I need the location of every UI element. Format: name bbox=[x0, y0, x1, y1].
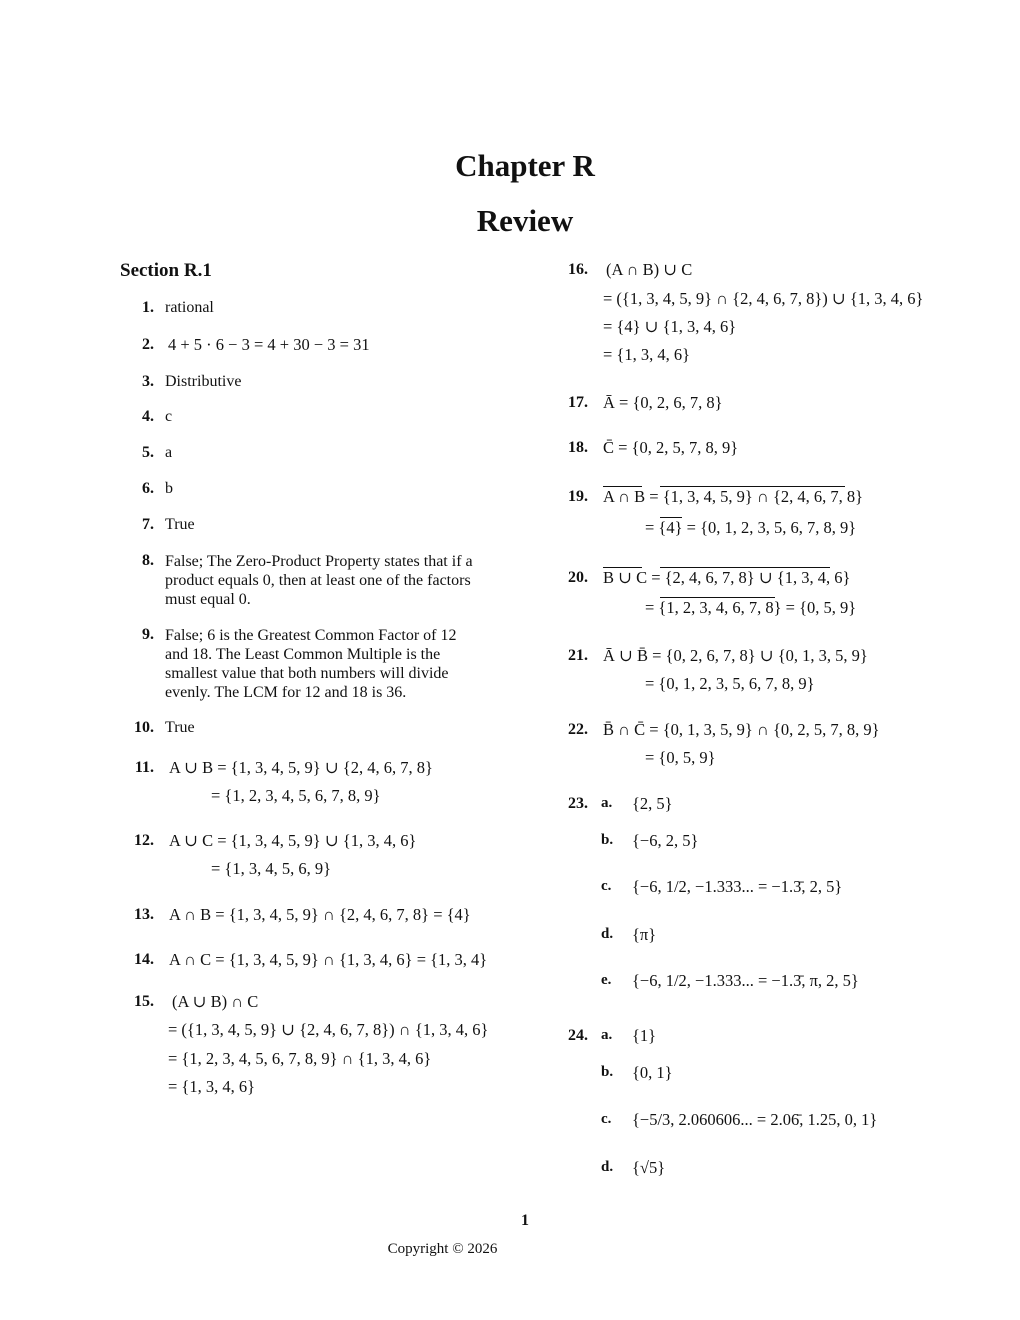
answer-part-d: {π} bbox=[632, 925, 657, 944]
answer-line-2: = {0, 1, 2, 3, 5, 6, 7, 8, 9} bbox=[645, 674, 815, 693]
part-label-c: c. bbox=[601, 878, 612, 894]
exercise-number: 13. bbox=[134, 906, 154, 923]
answer-line-2: = {1, 2, 3, 4, 5, 6, 7, 8, 9} bbox=[211, 786, 381, 805]
answer-part-d: {√5} bbox=[632, 1158, 666, 1177]
answer-line-4: = {1, 3, 4, 6} bbox=[168, 1077, 256, 1096]
complement-bar bbox=[660, 486, 845, 487]
answer-text: a bbox=[165, 444, 173, 461]
answer-math: A ∩ B = {1, 3, 4, 5, 9} ∩ {2, 4, 6, 7, 8} = {4} bbox=[169, 905, 471, 924]
answer-text: b bbox=[165, 480, 173, 497]
exercise-number: 19. bbox=[568, 488, 588, 505]
part-label-d: d. bbox=[601, 926, 614, 942]
answer-math: A ∩ C = {1, 3, 4, 5, 9} ∩ {1, 3, 4, 6} = {1, 3, 4} bbox=[169, 950, 488, 969]
exercise-number: 24. bbox=[568, 1027, 588, 1044]
exercise-number: 18. bbox=[568, 439, 588, 456]
exercise-number: 23. bbox=[568, 795, 588, 812]
page-number: 1 bbox=[521, 1212, 529, 1229]
exercise-number: 1. bbox=[142, 299, 154, 316]
part-label-c: c. bbox=[601, 1111, 612, 1127]
exercise-number: 10. bbox=[134, 719, 154, 736]
answer-math: C̄ = {0, 2, 5, 7, 8, 9} bbox=[603, 438, 739, 457]
answer-text: c bbox=[165, 408, 173, 425]
answer-line-2: = ({1, 3, 4, 5, 9} ∪ {2, 4, 6, 7, 8}) ∩ {1, 3, 4, 6} bbox=[168, 1020, 489, 1039]
answer-text: rational bbox=[165, 299, 214, 316]
part-label-e: e. bbox=[601, 972, 612, 988]
chapter-title: Chapter R bbox=[455, 148, 595, 183]
answer-part-a: {2, 5} bbox=[632, 794, 673, 813]
exercise-number: 7. bbox=[142, 516, 154, 533]
exercise-number: 20. bbox=[568, 569, 588, 586]
complement-bar bbox=[660, 567, 830, 568]
answer-text: True bbox=[165, 719, 195, 736]
exercise-number: 9. bbox=[142, 626, 154, 643]
exercise-number: 17. bbox=[568, 394, 588, 411]
exercise-number: 4. bbox=[142, 408, 154, 425]
exercise-number: 21. bbox=[568, 647, 588, 664]
part-label-b: b. bbox=[601, 1064, 614, 1080]
answer-math: Ā = {0, 2, 6, 7, 8} bbox=[603, 393, 723, 412]
answer-part-b: {−6, 2, 5} bbox=[632, 831, 699, 850]
chapter-subtitle: Review bbox=[476, 203, 574, 238]
exercise-number: 3. bbox=[142, 373, 154, 390]
exercise-number: 15. bbox=[134, 993, 154, 1010]
answer-part-a: {1} bbox=[632, 1026, 657, 1045]
answer-line-1: A ∪ B = {1, 3, 4, 5, 9} ∪ {2, 4, 6, 7, 8} bbox=[169, 758, 433, 777]
answer-part-c: {−5/3, 2.060606... = 2.06̄, 1.25, 0, 1} bbox=[632, 1110, 878, 1129]
answer-line-1: (A ∪ B) ∩ C bbox=[172, 992, 259, 1011]
answer-text: Distributive bbox=[165, 373, 242, 390]
answer-text: True bbox=[165, 516, 195, 533]
answer-line-2: = {1, 3, 4, 5, 6, 9} bbox=[211, 859, 332, 878]
exercise-number: 6. bbox=[142, 480, 154, 497]
complement-bar bbox=[603, 486, 642, 487]
part-label-a: a. bbox=[601, 1027, 613, 1043]
answer-line-1: A ∩ B = {1, 3, 4, 5, 9} ∩ {2, 4, 6, 7, 8} bbox=[603, 487, 864, 506]
answer-math: 4 + 5 · 6 − 3 = 4 + 30 − 3 = 31 bbox=[168, 335, 370, 354]
section-heading: Section R.1 bbox=[120, 260, 212, 281]
answer-line-1: B ∪ C = {2, 4, 6, 7, 8} ∪ {1, 3, 4, 6} bbox=[603, 568, 851, 587]
answer-line-1: Ā ∪ B̄ = {0, 2, 6, 7, 8} ∪ {0, 1, 3, 5, 9} bbox=[603, 646, 868, 665]
exercise-number: 8. bbox=[142, 552, 154, 569]
complement-bar bbox=[660, 597, 775, 598]
answer-line-2: = {4} = {0, 1, 2, 3, 5, 6, 7, 8, 9} bbox=[645, 518, 857, 537]
answer-line-4: = {1, 3, 4, 6} bbox=[603, 345, 691, 364]
complement-bar bbox=[603, 567, 642, 568]
answer-part-e: {−6, 1/2, −1.333... = −1.3̄, π, 2, 5} bbox=[632, 971, 859, 990]
answer-part-c: {−6, 1/2, −1.333... = −1.3̄, 2, 5} bbox=[632, 877, 843, 896]
answer-line-2: = {0, 5, 9} bbox=[645, 748, 716, 767]
part-label-a: a. bbox=[601, 795, 613, 811]
exercise-number: 22. bbox=[568, 721, 588, 738]
answer-line-1: B̄ ∩ C̄ = {0, 1, 3, 5, 9} ∩ {0, 2, 5, 7, 8, 9} bbox=[603, 720, 880, 739]
complement-bar bbox=[660, 517, 682, 518]
part-label-b: b. bbox=[601, 832, 614, 848]
exercise-number: 5. bbox=[142, 444, 154, 461]
answer-line-2: = {1, 2, 3, 4, 6, 7, 8} = {0, 5, 9} bbox=[645, 598, 857, 617]
answer-line-2: = ({1, 3, 4, 5, 9} ∩ {2, 4, 6, 7, 8}) ∪ {1, 3, 4, 6} bbox=[603, 289, 924, 308]
exercise-number: 11. bbox=[134, 759, 154, 776]
copyright-notice: Copyright © 2026 bbox=[387, 1241, 498, 1257]
part-label-d: d. bbox=[601, 1159, 614, 1175]
answer-line-3: = {4} ∪ {1, 3, 4, 6} bbox=[603, 317, 737, 336]
exercise-number: 2. bbox=[142, 336, 154, 353]
exercise-number: 12. bbox=[134, 832, 154, 849]
exercise-number: 16. bbox=[568, 261, 588, 278]
answer-part-b: {0, 1} bbox=[632, 1063, 673, 1082]
answer-text: False; The Zero-Product Property states that if a product equals 0, then at least one of the factors must equal 0. bbox=[165, 553, 473, 608]
exercise-number: 14. bbox=[134, 951, 154, 968]
answer-line-3: = {1, 2, 3, 4, 5, 6, 7, 8, 9} ∩ {1, 3, 4, 6} bbox=[168, 1049, 432, 1068]
answer-text: False; 6 is the Greatest Common Factor of 12 and 18. The Least Common Multiple is the smallest value that both numbers will divide evenly. The LCM for 12 and 18 is 36. bbox=[165, 627, 457, 701]
answer-line-1: A ∪ C = {1, 3, 4, 5, 9} ∪ {1, 3, 4, 6} bbox=[169, 831, 417, 850]
answer-line-1: (A ∩ B) ∪ C bbox=[606, 260, 693, 279]
